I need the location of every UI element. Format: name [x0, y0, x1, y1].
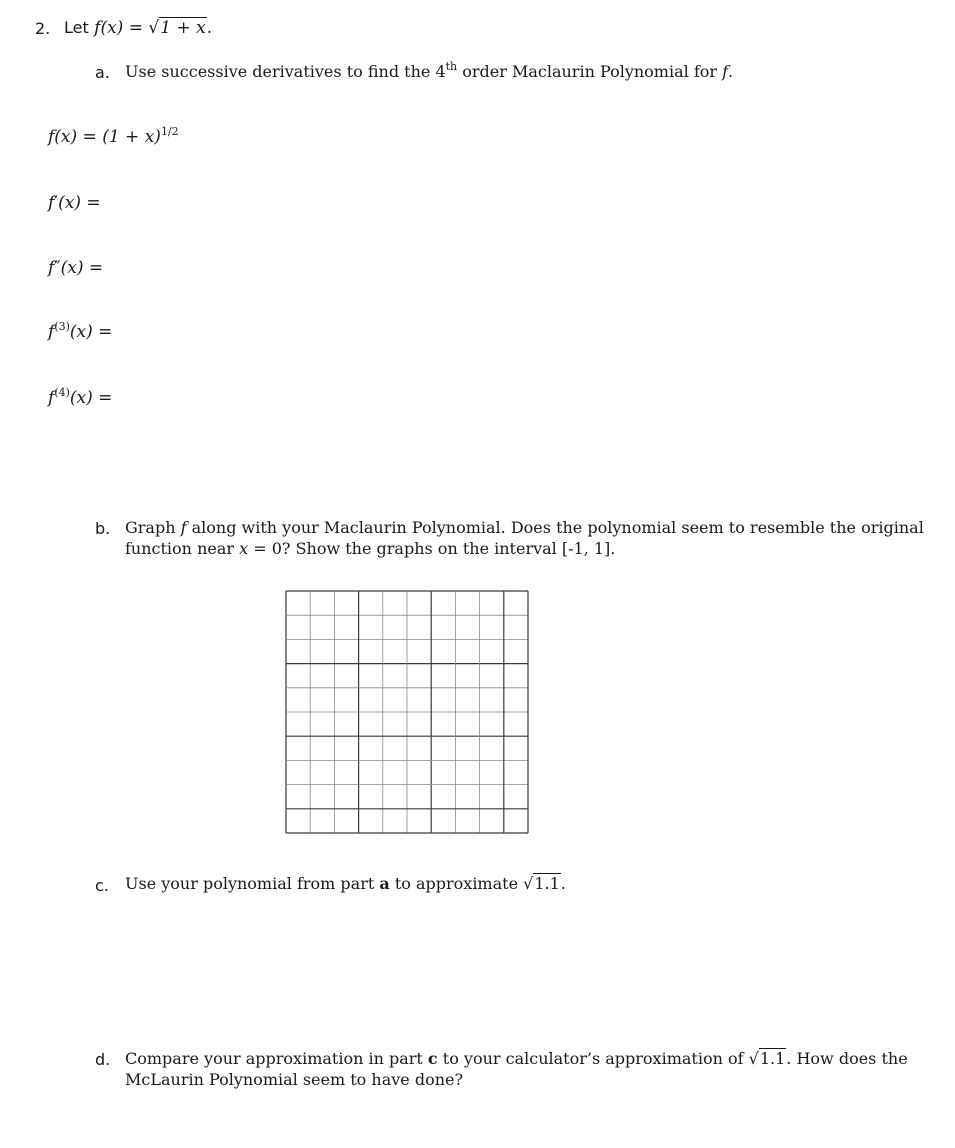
problem-intro: [64, 18, 212, 38]
derivative-4-arg: (x) =: [69, 388, 113, 408]
derivative-1: [48, 193, 101, 213]
part-d-radical-sign: √: [748, 1049, 759, 1068]
part-c-bold: a: [379, 874, 390, 893]
part-c-letter: c.: [95, 876, 109, 895]
part-c-question: [125, 874, 566, 893]
derivative-3-arg: (x) =: [69, 322, 113, 342]
derivative-0-arg: (x) =: [54, 127, 103, 147]
derivative-2-mark: ″: [54, 258, 61, 278]
part-b-line1-b: along with your Maclaurin Polynomial. Does the polynomial seem to resemble the original: [186, 518, 924, 537]
part-b-line1-a: Graph: [125, 518, 181, 537]
derivative-0-exponent: 1/2: [160, 125, 179, 138]
derivative-4-mark: (4): [54, 386, 70, 399]
derivative-1-arg: (x) =: [58, 193, 101, 213]
radical-sign: √: [148, 18, 160, 38]
part-d-line1-c: . How does the: [786, 1049, 908, 1068]
part-a-fn: f: [722, 62, 729, 81]
derivative-0: [48, 127, 179, 147]
part-d-bold: c: [427, 1049, 438, 1068]
part-c-text-a: Use your polynomial from part: [125, 874, 380, 893]
radicand: 1 + x: [160, 18, 206, 38]
part-c-radicand: 1.1: [534, 874, 560, 893]
part-a-question: [125, 62, 733, 81]
function-variable: (x): [100, 18, 124, 38]
part-d-line1-a: Compare your approximation in part: [125, 1049, 428, 1068]
derivative-2: [48, 258, 103, 278]
part-a-text-before: Use successive derivatives to find the 4: [125, 62, 446, 81]
part-b-line2-a: function near: [125, 539, 240, 558]
part-b-line-2: [125, 539, 615, 558]
derivative-3-fn: f: [48, 322, 55, 342]
derivative-1-fn: f: [48, 193, 55, 213]
part-c-radical-sign: √: [523, 874, 534, 893]
derivative-0-rhs: (1 + x): [102, 127, 161, 147]
intro-end: .: [206, 18, 213, 38]
derivative-2-arg: (x) =: [60, 258, 104, 278]
graph-grid: [285, 590, 529, 834]
function-name: f: [94, 18, 101, 38]
part-d-radicand: 1.1: [759, 1049, 786, 1068]
part-d-letter: d.: [95, 1050, 111, 1069]
part-b-line1-fn: f: [180, 518, 187, 537]
part-a-letter: a.: [95, 63, 110, 82]
derivative-3-mark: (3): [54, 320, 70, 333]
part-d-line-2: McLaurin Polynomial seem to have done?: [125, 1070, 464, 1089]
part-a-text-after: order Maclaurin Polynomial for: [457, 62, 723, 81]
part-c-end: .: [560, 874, 566, 893]
equals-sign: =: [128, 18, 143, 38]
derivative-1-mark: ′: [54, 193, 59, 213]
part-d-line1-b: to your calculator’s approximation of: [437, 1049, 749, 1068]
part-b-line2-var: x: [239, 539, 249, 558]
part-c-text-b: to approximate: [389, 874, 524, 893]
problem-number: 2.: [35, 19, 51, 38]
derivative-0-fn: f: [48, 127, 55, 147]
part-d-line-1: [125, 1049, 908, 1068]
part-b-letter: b.: [95, 519, 111, 538]
derivative-2-fn: f: [48, 258, 55, 278]
intro-label: Let: [64, 18, 89, 37]
derivative-4: [48, 388, 112, 408]
part-a-end: .: [728, 62, 734, 81]
part-b-line2-b: = 0? Show the graphs on the interval [-1, 1].: [248, 539, 616, 558]
graph-grid-svg: [285, 590, 529, 834]
derivative-3: [48, 322, 112, 342]
part-b-line-1: [125, 518, 924, 537]
derivative-4-fn: f: [48, 388, 55, 408]
part-a-superscript: th: [445, 60, 458, 73]
